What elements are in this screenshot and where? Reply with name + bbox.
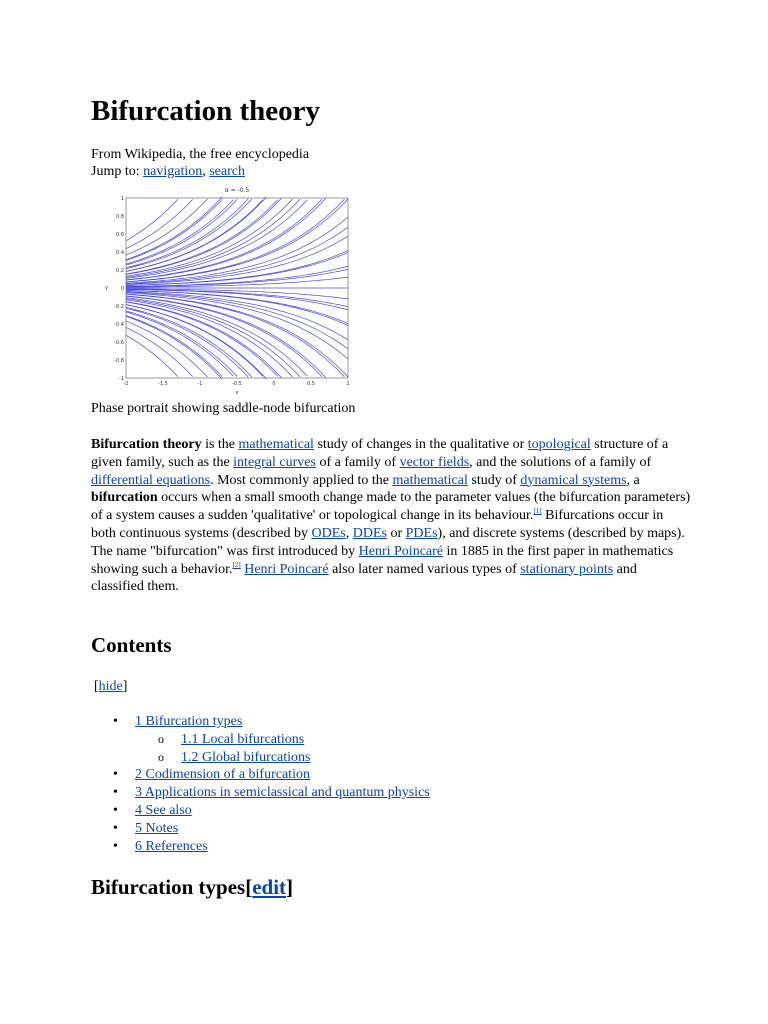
circle-bullet-icon: o: [158, 731, 164, 746]
link-dynamical-systems[interactable]: dynamical systems: [520, 472, 627, 488]
phase-curve: [126, 321, 207, 377]
search-link[interactable]: search: [209, 164, 245, 179]
link-ddes[interactable]: DDEs: [352, 525, 387, 541]
navigation-link[interactable]: navigation: [143, 164, 203, 179]
y-tick-label: -0.6: [114, 340, 124, 346]
phase-curve: [126, 236, 348, 284]
phase-curve: [126, 308, 248, 377]
link-pdes[interactable]: PDEs: [405, 525, 438, 541]
bullet-icon: •: [113, 838, 118, 854]
link-henri-poincare-2[interactable]: Henri Poincaré: [244, 561, 329, 577]
link-odes[interactable]: ODEs: [311, 525, 346, 541]
link-mathematical[interactable]: mathematical: [238, 437, 314, 452]
link-mathematical-2[interactable]: mathematical: [392, 472, 468, 488]
text-run: or: [386, 525, 406, 541]
circle-bullet-icon: o: [158, 749, 164, 764]
phase-curve: [126, 292, 348, 340]
edit-section-link[interactable]: edit: [252, 875, 287, 899]
y-tick-label: -0.4: [114, 322, 124, 328]
phase-curve: [126, 300, 293, 377]
bracket: [: [245, 875, 253, 899]
x-axis-label: x: [235, 390, 239, 396]
phase-portrait-image: [100, 186, 352, 398]
reference-2-link[interactable]: [2]: [232, 560, 241, 569]
y-tick-label: 0.4: [116, 250, 124, 256]
toc-link-global-bifurcations[interactable]: 1.2 Global bifurcations: [181, 749, 311, 765]
bracket: ]: [286, 875, 294, 899]
bullet-icon: •: [113, 785, 118, 801]
link-vector-fields[interactable]: vector fields: [399, 454, 470, 470]
text-run: also later named various types of: [328, 561, 521, 577]
y-tick-labels: [114, 196, 124, 382]
toc-link-notes[interactable]: 5 Notes: [135, 820, 179, 836]
phase-curves: [126, 197, 348, 380]
term-bifurcation-theory: Bifurcation theory: [91, 437, 202, 452]
text-run: is the: [201, 437, 239, 452]
y-tick-label: 1: [120, 196, 124, 202]
section-heading-text: Bifurcation types: [91, 875, 246, 899]
text-run: in 1885 in the first paper in mathematics showing such a behavior.: [91, 543, 674, 577]
y-tick-label: 0.8: [116, 214, 124, 220]
y-tick-label: 0.2: [116, 268, 124, 274]
y-tick-label: -1: [119, 376, 124, 382]
reference-1-link[interactable]: [1]: [533, 507, 542, 516]
intro-paragraph: [91, 436, 691, 596]
text-run: of a family of: [315, 454, 400, 470]
y-tick-label: -0.8: [114, 358, 124, 364]
toc-link-see-also[interactable]: 4 See also: [135, 802, 192, 818]
toc-link-references[interactable]: 6 References: [135, 838, 208, 854]
text-run: study of changes in the qualitative or: [313, 437, 528, 452]
toc-link-applications[interactable]: 3 Applications in semiclassical and quantum physics: [135, 785, 430, 801]
phase-curve: [126, 327, 193, 376]
bracket: [: [94, 679, 99, 694]
page-title: Bifurcation theory: [91, 95, 321, 127]
phase-curve: [126, 199, 207, 255]
hide-contents-link[interactable]: hide: [98, 679, 123, 694]
bullet-icon: •: [113, 767, 118, 783]
phase-portrait-figure[interactable]: [100, 186, 352, 398]
toc-link-codimension[interactable]: 2 Codimension of a bifurcation: [135, 767, 310, 783]
x-tick-label: 0: [272, 381, 276, 387]
y-axis-label: y: [105, 285, 108, 291]
y-tick-label: -0.2: [114, 304, 124, 310]
x-tick-label: -1: [197, 381, 203, 387]
bullet-icon: •: [113, 802, 118, 818]
link-henri-poincare[interactable]: Henri Poincaré: [358, 543, 443, 559]
text-run: ,: [345, 525, 353, 541]
toc-link-bifurcation-types[interactable]: 1 Bifurcation types: [135, 714, 243, 729]
toc-link-local-bifurcations[interactable]: 1.1 Local bifurcations: [181, 731, 305, 747]
jump-links: [91, 163, 245, 180]
bracket: ]: [122, 679, 128, 694]
x-tick-label: -0.5: [232, 381, 242, 387]
figure-caption: Phase portrait showing saddle-node bifurcation: [91, 401, 356, 416]
text-run: study of: [467, 472, 521, 488]
x-tick-label: -2: [123, 381, 129, 387]
text-run: and classified them.: [91, 561, 637, 595]
phase-curve: [126, 199, 293, 276]
text-run: . Most commonly applied to the: [210, 472, 393, 488]
term-bifurcation: bifurcation: [91, 490, 158, 506]
text-run: structure of a given family, such as the: [91, 437, 669, 470]
x-tick-labels: [124, 381, 350, 387]
link-topological[interactable]: topological: [527, 437, 591, 452]
x-tick-label: 1: [346, 381, 350, 387]
bullet-icon: •: [113, 714, 118, 729]
figure-title: α = -0.5: [224, 187, 250, 194]
text-run: ), and discrete systems (described by maps). The name "bifurcation" was first introduced by: [91, 525, 685, 559]
text-run: occurs when a small smooth change made to the parameter values (the bifurcation parameters) of a system causes a sudden 'qualitative' or topological change in its behaviour.: [91, 490, 691, 524]
x-tick-label: 0.5: [307, 381, 315, 387]
jump-separator: ,: [202, 164, 210, 179]
phase-curve: [126, 200, 193, 249]
text-run: Bifurcations occur in both continuous systems (described by: [91, 508, 664, 541]
text-run: , and the solutions of a family of: [469, 454, 652, 470]
text-run: , a: [626, 472, 640, 488]
contents-heading: Contents: [91, 633, 172, 657]
section-heading-bifurcation-types: [91, 874, 293, 900]
phase-curve: [126, 199, 248, 268]
phase-curve: [126, 199, 178, 241]
x-tick-label: -1.5: [158, 381, 168, 387]
jump-prefix: Jump to:: [91, 164, 144, 179]
link-stationary-points[interactable]: stationary points: [520, 561, 614, 577]
phase-curve: [126, 335, 178, 376]
link-differential-equations[interactable]: differential equations: [91, 472, 211, 488]
tagline: From Wikipedia, the free encyclopedia: [91, 147, 310, 162]
y-tick-label: 0: [120, 286, 124, 292]
bullet-icon: •: [113, 820, 118, 836]
link-integral-curves[interactable]: integral curves: [233, 454, 316, 470]
contents-toggle: [94, 678, 127, 695]
y-tick-label: 0.6: [116, 232, 124, 238]
